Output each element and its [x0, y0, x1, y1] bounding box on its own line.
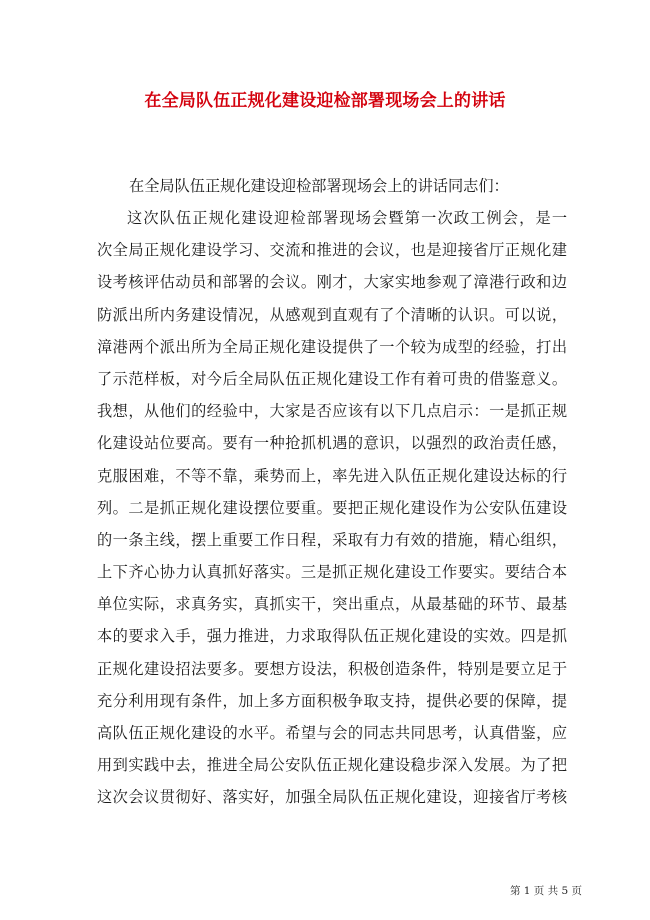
- body-line: 的一条主线，摆上重要工作日程，采取有力有效的措施，精心组织，: [97, 530, 567, 549]
- body-line: 次全局正规化建设学习、交流和推进的会议，也是迎接省厅正规化建: [97, 241, 567, 260]
- body-line: 这次队伍正规化建设迎检部署现场会暨第一次政工例会，是一: [127, 209, 567, 227]
- body-line: 这次会议贯彻好、落实好，加强全局队伍正规化建设，迎接省厅考核: [97, 788, 567, 807]
- salutation: 在全局队伍正规化建设迎检部署现场会上的讲话同志们：: [129, 177, 509, 195]
- body-line: 正规化建设招法要多。要想方设法，积极创造条件，特别是要立足于: [97, 659, 567, 678]
- body-line: 设考核评估动员和部署的会议。刚才，大家实地参观了漳港行政和边: [97, 273, 567, 292]
- body-line: 了示范样板，对今后全局队伍正规化建设工作有着可贵的借鉴意义。: [97, 369, 567, 388]
- body-line: 充分利用现有条件，加上多方面积极争取支持，提供必要的保障，提: [97, 691, 567, 710]
- document-title: 在全局队伍正规化建设迎检部署现场会上的讲话: [144, 91, 506, 111]
- body-line: 我想，从他们的经验中，大家是否应该有以下几点启示：一是抓正规: [97, 402, 567, 421]
- body-line: 克服困难，不等不靠，乘势而上，率先进入队伍正规化建设达标的行: [97, 466, 567, 485]
- body-line: 单位实际，求真务实，真抓实干，突出重点，从最基础的环节、最基: [97, 595, 567, 614]
- body-text: [97, 202, 567, 814]
- body-line: 上下齐心协力认真抓好落实。三是抓正规化建设工作要实。要结合本: [97, 563, 567, 582]
- page-number: 第 1 页 共 5 页: [509, 885, 582, 897]
- body-line: 列。二是抓正规化建设摆位要重。要把正规化建设作为公安队伍建设: [97, 498, 567, 517]
- body-line: 化建设站位要高。要有一种抢抓机遇的意识，以强烈的政治责任感，: [97, 434, 567, 453]
- body-line: 本的要求入手，强力推进，力求取得队伍正规化建设的实效。四是抓: [97, 627, 567, 646]
- body-line: 高队伍正规化建设的水平。希望与会的同志共同思考，认真借鉴，应: [97, 724, 567, 742]
- body-line: 防派出所内务建设情况，从感观到直观有了个清晰的认识。可以说，: [97, 305, 567, 324]
- body-line: 用到实践中去，推进全局公安队伍正规化建设稳步深入发展。为了把: [97, 756, 567, 775]
- body-line: 漳港两个派出所为全局正规化建设提供了一个较为成型的经验，打出: [97, 337, 567, 356]
